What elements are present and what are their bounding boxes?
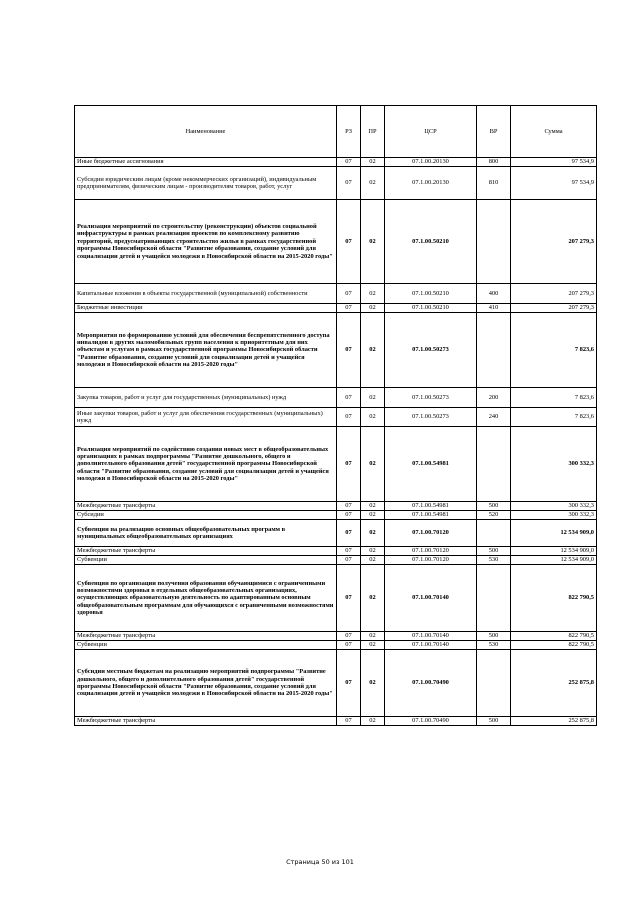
table-row [75,304,597,313]
cell-name: Субвенции по организации получения образования обучающимися с ограниченными возможностями здоровья в отдельных общеобразовательных организациях, осуществляющих образовательную деятельность по адаптированным основным общеобразовательным программам для обучающихся с ограниченными возможностями здоровья [75,565,337,632]
cell-pr: 02 [361,200,385,284]
cell-csr: 07.1.00.54981 [385,511,477,520]
cell-name: Межбюджетные трансферты [75,502,337,511]
cell-vr [477,520,511,547]
cell-pr: 02 [361,427,385,502]
cell-name: Субсидии местным бюджетам на реализацию мероприятий подпрограммы "Развитие дошкольного, общего и дополнительного образования детей" государственной программы Новосибирской области "Развитие образования, создание условий для социализации детей и учащейся молодежи в Новосибирской области на 2015-2020 годы" [75,650,337,717]
cell-vr: 800 [477,158,511,167]
cell-csr: 07.1.00.20130 [385,167,477,200]
cell-rz: 07 [337,520,361,547]
cell-pr: 02 [361,520,385,547]
table-row [75,650,597,717]
cell-name: Межбюджетные трансферты [75,547,337,556]
cell-name: Реализация мероприятий по строительству (реконструкции) объектов социальной инфраструктуры в рамках реализации проектов по комплексному развитию территорий, предусматривающих строительство жилья в рамках государственной программы Новосибирской области "Развитие образования, создание условий для социализации детей и учащейся молодежи в Новосибирской области на 2015-2020 годы" [75,200,337,284]
cell-vr [477,565,511,632]
cell-name: Межбюджетные трансферты [75,717,337,726]
cell-vr: 200 [477,388,511,408]
cell-sum: 207 279,3 [511,284,597,304]
cell-vr [477,200,511,284]
budget-table [74,105,597,726]
cell-vr: 500 [477,632,511,641]
page-footer: Страница 50 из 101 [286,858,354,866]
cell-rz: 07 [337,304,361,313]
cell-sum: 300 332,3 [511,427,597,502]
cell-pr: 02 [361,284,385,304]
cell-sum: 12 534 909,0 [511,556,597,565]
header-rz: РЗ [337,106,361,158]
table-header-row [75,106,597,158]
table-body [75,158,597,726]
cell-vr: 400 [477,284,511,304]
cell-name: Мероприятия по формированию условий для обеспечения беспрепятственного доступа инвалидов в других маломобильных групп населения к приоритетным для них объектам и услугам в рамках государственной программы Новосибирской области "Развитие образования, создание условий для социализации детей и учащейся молодежи в Новосибирской области на 2015-2020 годы" [75,313,337,388]
cell-csr: 07.1.00.54981 [385,427,477,502]
table-row [75,547,597,556]
table-row [75,158,597,167]
cell-csr: 07.1.00.70140 [385,565,477,632]
cell-rz: 07 [337,313,361,388]
cell-name: Бюджетные инвестиции [75,304,337,313]
cell-sum: 252 875,8 [511,650,597,717]
cell-pr: 02 [361,632,385,641]
cell-name: Закупка товаров, работ и услуг для государственных (муниципальных) нужд [75,388,337,408]
cell-sum: 300 332,3 [511,502,597,511]
cell-csr: 07.1.00.50210 [385,304,477,313]
table-row [75,408,597,427]
cell-rz: 07 [337,641,361,650]
cell-csr: 07.1.00.50273 [385,408,477,427]
cell-sum: 97 534,9 [511,158,597,167]
table-row [75,167,597,200]
table-row [75,556,597,565]
table-row [75,520,597,547]
table-row [75,641,597,650]
cell-sum: 12 534 909,0 [511,520,597,547]
cell-rz: 07 [337,388,361,408]
table-row [75,313,597,388]
table-row [75,427,597,502]
cell-sum: 822 790,5 [511,632,597,641]
cell-vr: 530 [477,556,511,565]
cell-rz: 07 [337,511,361,520]
cell-name: Межбюджетные трансферты [75,632,337,641]
cell-sum: 7 823,6 [511,313,597,388]
cell-sum: 300 332,3 [511,511,597,520]
cell-vr [477,427,511,502]
cell-csr: 07.1.00.70140 [385,632,477,641]
header-name: Наименование [75,106,337,158]
cell-sum: 97 534,9 [511,167,597,200]
cell-vr: 500 [477,717,511,726]
cell-name: Иные закупки товаров, работ и услуг для обеспечения государственных (муниципальных) нужд [75,408,337,427]
cell-rz: 07 [337,565,361,632]
cell-csr: 07.1.00.70140 [385,641,477,650]
cell-csr: 07.1.00.70120 [385,556,477,565]
cell-rz: 07 [337,167,361,200]
cell-csr: 07.1.00.70490 [385,717,477,726]
cell-vr: 500 [477,502,511,511]
cell-sum: 7 823,6 [511,408,597,427]
cell-sum: 7 823,6 [511,388,597,408]
cell-csr: 07.1.00.70490 [385,650,477,717]
cell-pr: 02 [361,167,385,200]
header-vr: ВР [477,106,511,158]
cell-vr: 500 [477,547,511,556]
cell-name: Реализация мероприятий по содействию создания новых мест в общеобразовательных организациях в рамках подпрограммы "Развитие дошкольного, общего и дополнительного образования детей" государственной программы Новосибирской области "Развитие образования, создание условий для социализации детей и учащейся молодежи в Новосибирской области на 2015-2020 годы" [75,427,337,502]
cell-rz: 07 [337,547,361,556]
cell-rz: 07 [337,556,361,565]
cell-name: Субсидии [75,511,337,520]
cell-rz: 07 [337,427,361,502]
cell-rz: 07 [337,717,361,726]
cell-vr [477,313,511,388]
cell-sum: 252 875,8 [511,717,597,726]
cell-csr: 07.1.00.54981 [385,502,477,511]
cell-rz: 07 [337,502,361,511]
cell-csr: 07.1.00.50273 [385,388,477,408]
cell-name: Иные бюджетные ассигнования [75,158,337,167]
cell-sum: 12 534 909,0 [511,547,597,556]
cell-rz: 07 [337,200,361,284]
cell-name: Субвенции [75,556,337,565]
cell-rz: 07 [337,650,361,717]
table-row [75,511,597,520]
cell-pr: 02 [361,565,385,632]
cell-pr: 02 [361,641,385,650]
cell-csr: 07.1.00.20130 [385,158,477,167]
cell-pr: 02 [361,304,385,313]
table-row [75,502,597,511]
cell-vr: 410 [477,304,511,313]
cell-pr: 02 [361,547,385,556]
cell-csr: 07.1.00.70120 [385,547,477,556]
cell-name: Субвенции [75,641,337,650]
header-sum: Сумма [511,106,597,158]
table-row [75,717,597,726]
cell-pr: 02 [361,388,385,408]
table-row [75,284,597,304]
header-pr: ПР [361,106,385,158]
cell-csr: 07.1.00.50273 [385,313,477,388]
table-row [75,200,597,284]
table-row [75,388,597,408]
cell-name: Субвенции на реализацию основных общеобразовательных программ в муниципальных общеобразовательных организациях [75,520,337,547]
cell-csr: 07.1.00.50210 [385,200,477,284]
cell-pr: 02 [361,717,385,726]
cell-name: Капитальные вложения в объекты государственной (муниципальной) собственности [75,284,337,304]
cell-pr: 02 [361,650,385,717]
cell-pr: 02 [361,408,385,427]
cell-vr: 810 [477,167,511,200]
cell-sum: 822 790,5 [511,565,597,632]
cell-vr: 240 [477,408,511,427]
cell-rz: 07 [337,158,361,167]
cell-sum: 207 279,3 [511,304,597,313]
cell-pr: 02 [361,158,385,167]
cell-name: Субсидии юридическим лицам (кроме некоммерческих организаций), индивидуальным предпринимателям, физическим лицам - производителям товаров, работ, услуг [75,167,337,200]
cell-vr: 530 [477,641,511,650]
cell-pr: 02 [361,313,385,388]
cell-csr: 07.1.00.70120 [385,520,477,547]
cell-rz: 07 [337,284,361,304]
cell-pr: 02 [361,511,385,520]
cell-csr: 07.1.00.50210 [385,284,477,304]
cell-rz: 07 [337,632,361,641]
table-row [75,632,597,641]
cell-sum: 822 790,5 [511,641,597,650]
cell-rz: 07 [337,408,361,427]
header-csr: ЦСР [385,106,477,158]
table-row [75,565,597,632]
cell-vr: 520 [477,511,511,520]
cell-pr: 02 [361,556,385,565]
cell-sum: 207 279,3 [511,200,597,284]
cell-vr [477,650,511,717]
cell-pr: 02 [361,502,385,511]
